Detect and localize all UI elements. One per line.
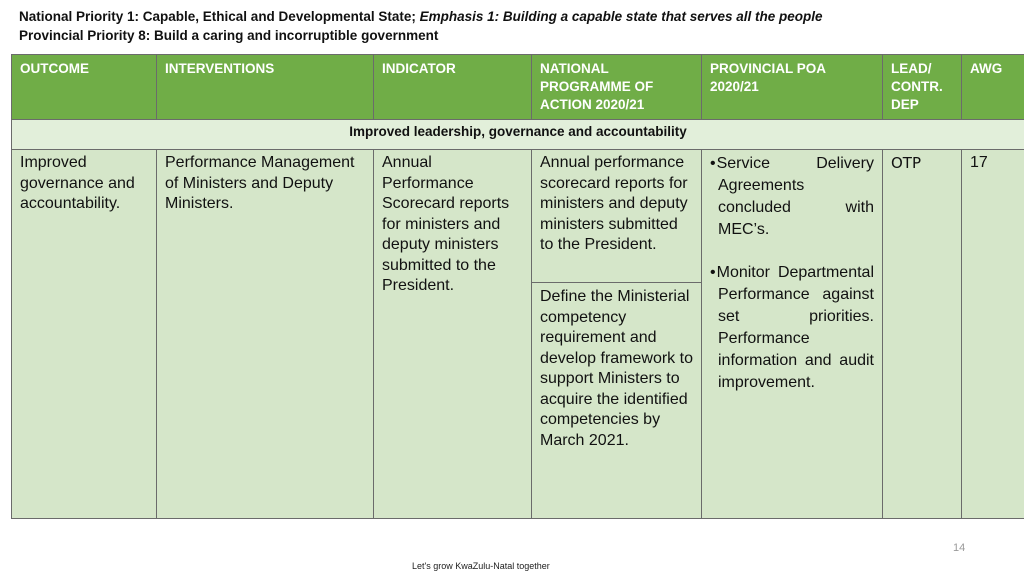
section-title: Improved leadership, governance and accountability — [12, 120, 1024, 150]
national-poa-item: Define the Ministerial competency requirement and develop framework to support Ministers to acquire the identified competencies by March 2021. — [532, 282, 701, 454]
col-awg-header: AWG — [962, 55, 1024, 120]
national-poa-item: Annual performance scorecard reports for ministers and deputy ministers submitted to the President. — [540, 154, 688, 253]
list-item: • Monitor Departmental Performance against set priorities. Performance information and audit improvement. — [710, 262, 874, 394]
slide-title — [19, 7, 1009, 45]
provincial-poa-list — [710, 153, 874, 394]
list-item: • Service Delivery Agreements concluded with MEC’s. — [710, 153, 874, 241]
col-indicator-header: INDICATOR — [374, 55, 532, 120]
intervention-cell: Performance Management of Ministers and Deputy Ministers. — [157, 150, 374, 519]
title-line2: Provincial Priority 8: Build a caring and incorruptible government — [19, 28, 439, 43]
awg-cell: 17 — [962, 150, 1024, 519]
page-number: 14 — [953, 542, 966, 554]
col-interventions-header: INTERVENTIONS — [157, 55, 374, 120]
footer-text: Let's grow KwaZulu-Natal together — [412, 561, 550, 571]
col-lead-header: LEAD/ CONTR. DEP — [883, 55, 962, 120]
indicator-cell: Annual Performance Scorecard reports for ministers and deputy ministers submitted to the President. — [374, 150, 532, 519]
header-row — [12, 55, 1024, 120]
table-row — [12, 150, 1024, 519]
section-row — [12, 120, 1024, 150]
title-line1-bold: National Priority 1: Capable, Ethical and Developmental State; — [19, 9, 416, 24]
col-provincial-poa-header: PROVINCIAL POA 2020/21 — [702, 55, 883, 120]
priority-table — [11, 54, 1024, 519]
col-outcome-header: OUTCOME — [12, 55, 157, 120]
outcome-cell: Improved governance and accountability. — [12, 150, 157, 519]
provincial-poa-cell — [702, 150, 883, 519]
lead-cell: OTP — [883, 150, 962, 519]
national-poa-cell — [532, 150, 702, 519]
title-line1-italic: Emphasis 1: Building a capable state that serves all the people — [419, 9, 823, 24]
col-national-poa-header: NATIONAL PROGRAMME OF ACTION 2020/21 — [532, 55, 702, 120]
